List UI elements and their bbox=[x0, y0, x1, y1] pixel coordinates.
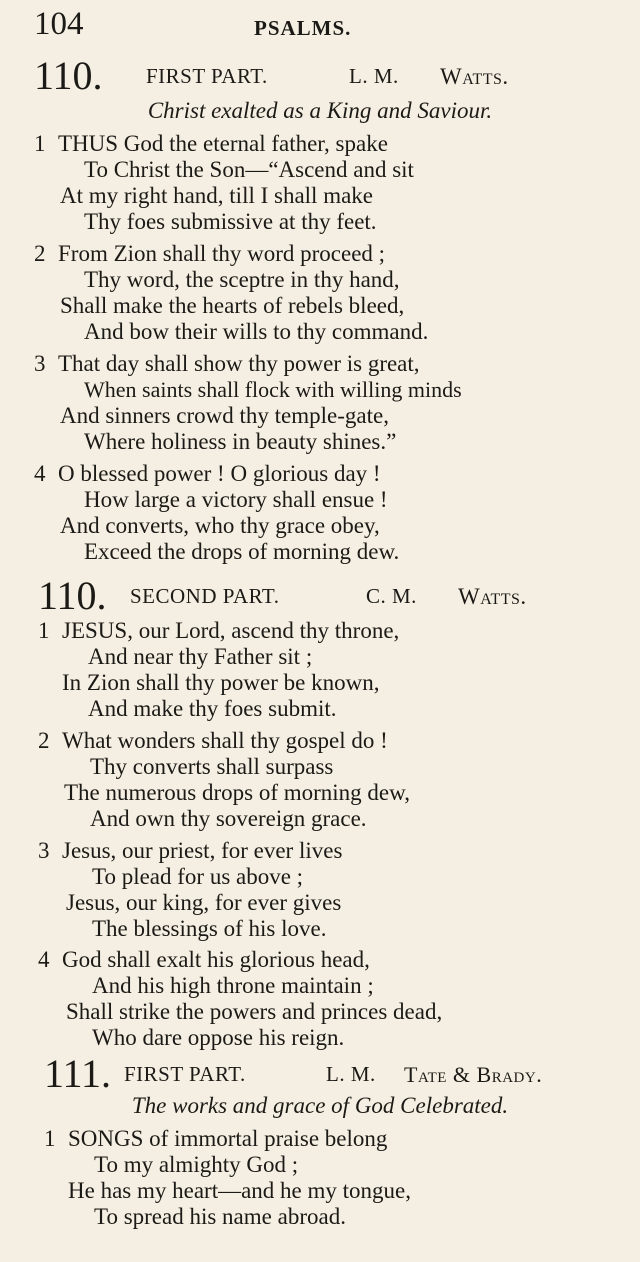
verse-line: And his high throne maintain ; bbox=[92, 973, 374, 998]
verse-line: And bow their wills to thy command. bbox=[84, 319, 429, 344]
verse-line: 2 What wonders shall thy gospel do ! bbox=[38, 728, 388, 753]
verse-line: 1 SONGS of immortal praise belong bbox=[44, 1126, 388, 1151]
hymn-number: 110. bbox=[34, 53, 103, 98]
hymn-part: FIRST PART. bbox=[146, 64, 268, 88]
hymn-meter: L. M. bbox=[326, 1062, 376, 1086]
hymn-heading bbox=[0, 1050, 640, 1096]
verse-line: Thy foes submissive at thy feet. bbox=[84, 209, 377, 234]
hymn-number: 110. bbox=[38, 573, 107, 618]
verse-line: 3 That day shall show thy power is great, bbox=[34, 351, 420, 376]
verse-line: To Christ the Son—“Ascend and sit bbox=[84, 157, 414, 182]
verse-line: And sinners crowd thy temple-gate, bbox=[60, 403, 389, 428]
verse-line: Thy converts shall surpass bbox=[90, 754, 334, 779]
page-header bbox=[0, 4, 640, 44]
verse-number: 4 bbox=[34, 461, 46, 486]
hymn-author: Watts. bbox=[458, 584, 527, 609]
hymn-author: Watts. bbox=[440, 64, 509, 89]
verse-line: The numerous drops of morning dew, bbox=[64, 780, 410, 805]
verse-number: 3 bbox=[38, 838, 50, 863]
verse-line: To plead for us above ; bbox=[92, 864, 304, 889]
verse-number: 2 bbox=[34, 241, 46, 266]
verse-line: Shall strike the powers and princes dead, bbox=[66, 999, 443, 1024]
verse-line: The blessings of his love. bbox=[92, 916, 327, 941]
verse-line: And own thy sovereign grace. bbox=[90, 806, 367, 831]
verse-line: Exceed the drops of morning dew. bbox=[84, 539, 400, 564]
verse-line: Shall make the hearts of rebels bleed, bbox=[60, 293, 405, 318]
verse-number: 1 bbox=[44, 1126, 56, 1151]
verse-number: 1 bbox=[34, 131, 46, 156]
hymn-author: Tate & Brady. bbox=[404, 1062, 543, 1087]
verse-line: 2 From Zion shall thy word proceed ; bbox=[34, 241, 386, 266]
verse-line: In Zion shall thy power be known, bbox=[62, 670, 380, 695]
verse-line: At my right hand, till I shall make bbox=[60, 183, 374, 208]
verse-number: 1 bbox=[38, 618, 50, 643]
hymn-number: 111. bbox=[44, 1051, 112, 1096]
hymn-heading bbox=[0, 52, 640, 98]
hymn-subtitle: The works and grace of God Celebrated. bbox=[131, 1093, 509, 1118]
hymn-meter: C. M. bbox=[366, 584, 417, 608]
page-number: 104 bbox=[34, 6, 84, 42]
hymn-part: SECOND PART. bbox=[130, 584, 280, 608]
verse-line: He has my heart—and he my tongue, bbox=[68, 1178, 411, 1203]
verse-line: To spread his name abroad. bbox=[94, 1204, 346, 1229]
verse-line: 1 JESUS, our Lord, ascend thy throne, bbox=[38, 618, 400, 643]
verse-line: Jesus, our king, for ever gives bbox=[66, 890, 342, 915]
verse-line: And converts, who thy grace obey, bbox=[60, 513, 380, 538]
hymn-part: FIRST PART. bbox=[124, 1062, 246, 1086]
verse-line: Thy word, the sceptre in thy hand, bbox=[84, 267, 400, 292]
running-head: PSALMS. bbox=[254, 16, 352, 40]
verse-line: And near thy Father sit ; bbox=[88, 644, 313, 669]
verse-number: 2 bbox=[38, 728, 50, 753]
verse-line: 4 O blessed power ! O glorious day ! bbox=[34, 461, 381, 486]
verse-line: And make thy foes submit. bbox=[88, 696, 337, 721]
hymn-heading bbox=[0, 572, 640, 618]
verse-line: 4 God shall exalt his glorious head, bbox=[38, 947, 370, 972]
hymn-subtitle: Christ exalted as a King and Saviour. bbox=[147, 98, 493, 123]
verse-line: Who dare oppose his reign. bbox=[92, 1025, 345, 1050]
verse-number: 3 bbox=[34, 351, 46, 376]
verse-number: 4 bbox=[38, 947, 50, 972]
verse-line: Where holiness in beauty shines.” bbox=[84, 429, 397, 454]
verse-line: To my almighty God ; bbox=[94, 1152, 299, 1177]
verse-line: 1 THUS God the eternal father, spake bbox=[34, 131, 388, 156]
verse-line: 3 Jesus, our priest, for ever lives bbox=[38, 838, 343, 863]
hymn-meter: L. M. bbox=[349, 64, 399, 88]
verse-line: When saints shall flock with willing minds bbox=[84, 377, 462, 402]
verse-line: How large a victory shall ensue ! bbox=[84, 487, 388, 512]
